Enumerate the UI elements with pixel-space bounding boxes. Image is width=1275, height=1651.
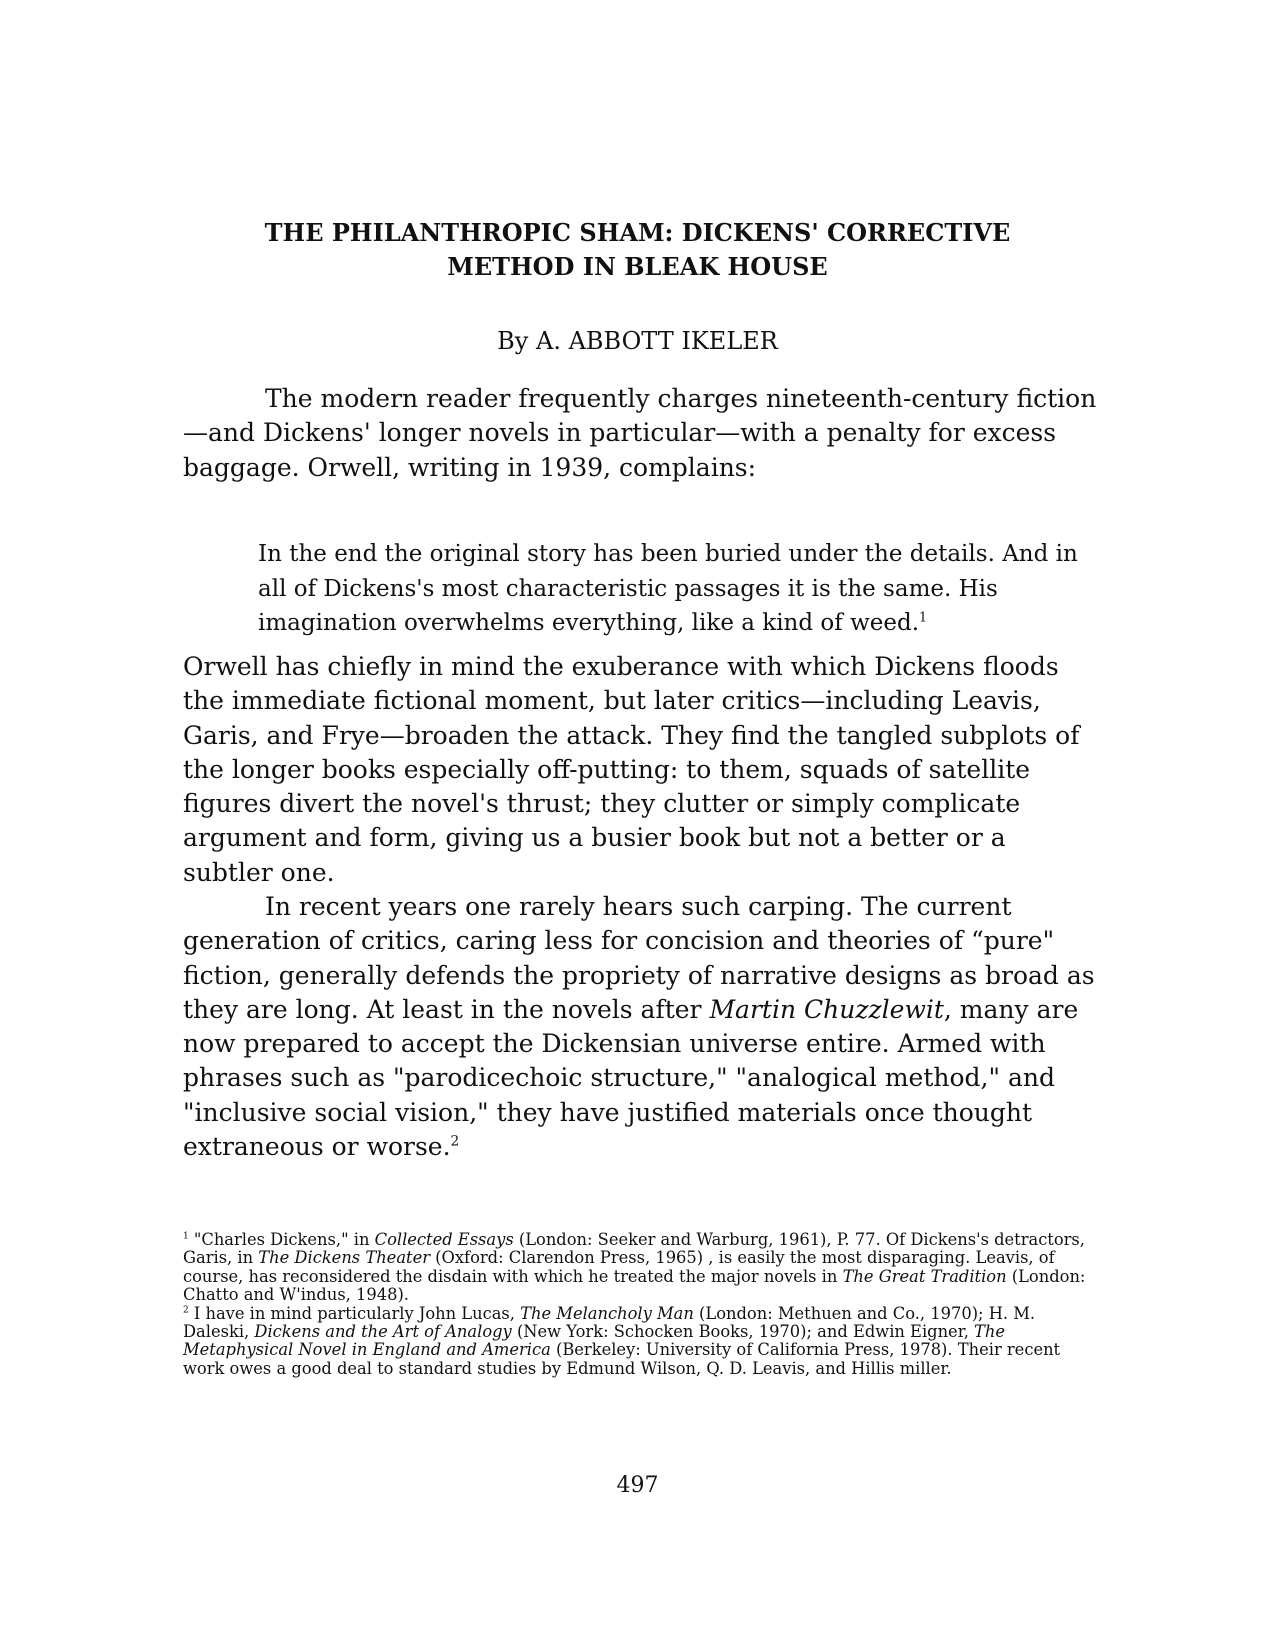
- footnote-2-marker: 2: [183, 1305, 189, 1316]
- footnote-1-text-b: (London: Seeker and Warburg, 1961), P. 77. Of Dickens's detractors, Garis, in: [183, 1230, 1085, 1268]
- footnote-2-title-a: The Melancholy Man: [520, 1303, 694, 1323]
- footnote-1-title-b: The Dickens Theater: [258, 1248, 430, 1268]
- footnote-2-text-c: (New York: Schocken Books, 1970); and Edwin Eigner,: [511, 1322, 975, 1342]
- footnote-1-title-c: The Great Tradition: [842, 1266, 1007, 1286]
- footnote-2-title-c: The Metaphysical Novel in England and America: [183, 1322, 1006, 1360]
- footnote-2-text-d: (Berkeley: University of California Press, 1978). Their recent work owes a good deal to standard studies by Edmund Wilson, Q. D. Leavis, and Hillis miller.: [183, 1340, 1061, 1378]
- article-title: [140, 216, 1135, 284]
- footnote-1-text-c: (Oxford: Clarendon Press, 1965) , is easily the most disparaging. Leavis, of course, has reconsidered the disdain with which he treated the major novels in: [183, 1248, 1055, 1286]
- title-line-2: METHOD IN BLEAK HOUSE: [447, 252, 828, 281]
- page-number: 497: [616, 1473, 659, 1498]
- paragraph-3-text-a: In recent years one rarely hears such carping. The current generation of critics, caring less for concision and theories of “pure" fiction, generally defends the propriety of narrative designs as broad as they are long. At least in the novels after: [183, 892, 1095, 1024]
- footnote-1-marker: 1: [183, 1231, 189, 1242]
- block-quote-text: In the end the original story has been buried under the details. And in all of Dickens's most characteristic passages it is the same. His imagination overwhelms everything, like a kind of weed.: [258, 541, 1078, 636]
- footnote-1: [183, 1231, 1098, 1305]
- paragraph-1-text: The modern reader frequently charges nineteenth-century fiction—and Dickens' longer novels in particular—with a penalty for excess baggage. Orwell, writing in 1939, complains:: [183, 384, 1097, 482]
- paragraph-3: [183, 890, 1098, 1164]
- footnote-2-text-b: (London: Methuen and Co., 1970); H. M. Daleski,: [183, 1303, 1036, 1342]
- paragraph-2-text: Orwell has chiefly in mind the exuberance with which Dickens floods the immediate fictional moment, but later critics—including Leavis, Garis, and Frye—broaden the attack. They find the tangled subplots of the longer books especially off-putting: to them, squads of satellite figures divert the novel's thrust; they clutter or simply complicate argument and form, giving us a busier book but not a better or a subtler one.: [183, 652, 1080, 887]
- paragraph-3-text-b: , many are now prepared to accept the Dickensian universe entire. Armed with phrases such as "parodicechoic structure," "analogical method," and "inclusive social vision," they have justified materials once thought extraneous or worse.: [183, 994, 1079, 1162]
- block-quote: [258, 537, 1098, 641]
- footnote-1-title-a: Collected Essays: [374, 1230, 514, 1249]
- footnote-ref-1[interactable]: 1: [919, 609, 928, 625]
- footnote-2-title-b: Dickens and the Art of Analogy: [254, 1322, 512, 1342]
- footnotes: [183, 1231, 1098, 1378]
- paragraph-1: [183, 382, 1098, 485]
- author-byline: By A. ABBOTT IKELER: [497, 327, 778, 355]
- footnote-2-text-a: I have in mind particularly John Lucas,: [188, 1303, 521, 1323]
- paragraph-2: [183, 650, 1098, 890]
- title-line-1: THE PHILANTHROPIC SHAM: DICKENS' CORRECTIVE: [264, 218, 1011, 247]
- book-title-martin-chuzzlewit: Martin Chuzzlewit: [709, 994, 944, 1024]
- footnote-2: [183, 1305, 1098, 1379]
- footnote-1-text-d: (London: Chatto and W'indus, 1948).: [183, 1266, 1086, 1305]
- footnote-ref-2[interactable]: 2: [450, 1133, 460, 1150]
- footnote-1-text-a: "Charles Dickens," in: [188, 1230, 375, 1249]
